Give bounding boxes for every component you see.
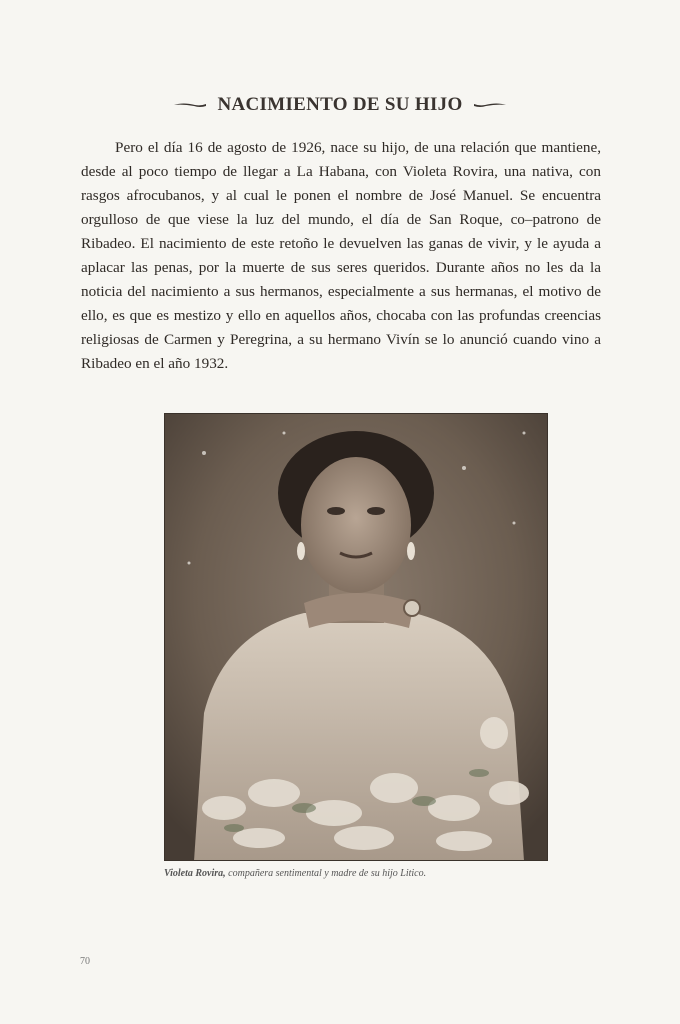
left-flourish-icon [173, 101, 207, 109]
right-flourish-icon [473, 101, 507, 109]
section-heading [0, 94, 680, 116]
caption-text: compañera sentimental y madre de su hijo Litico. [225, 868, 427, 879]
caption-name: Violeta Rovira, [164, 868, 226, 879]
section-title: NACIMIENTO DE SU HIJO [217, 94, 463, 115]
body-paragraph: Pero el día 16 de agosto de 1926, nace su hijo, de una relación que mantiene, desde al poco tiempo de llegar a La Habana, con Violeta Rovira, una nativa, con rasgos afrocubanos, y al cual le ponen el nombre de José Manuel. Se encuentra orgulloso de que viese la luz del mundo, el día de San Roque, co–patrono de Ribadeo. El nacimiento de este retoño le devuelven las ganas de vivir, y le ayuda a aplacar las penas, por la muerte de sus seres queridos. Durante años no les da la noticia del nacimiento a sus hermanos, especialmente a sus hermanas, el motivo de ello, es que es mestizo y ello en aquellos años, chocaba con las profundas creencias religiosas de Carmen y Peregrina, a su hermano Vivín se lo anunció cuando vino a Ribadeo en el año 1932. [81, 139, 601, 372]
photo-caption [164, 868, 584, 880]
page-number: 70 [80, 956, 90, 967]
portrait-photo [164, 413, 548, 861]
